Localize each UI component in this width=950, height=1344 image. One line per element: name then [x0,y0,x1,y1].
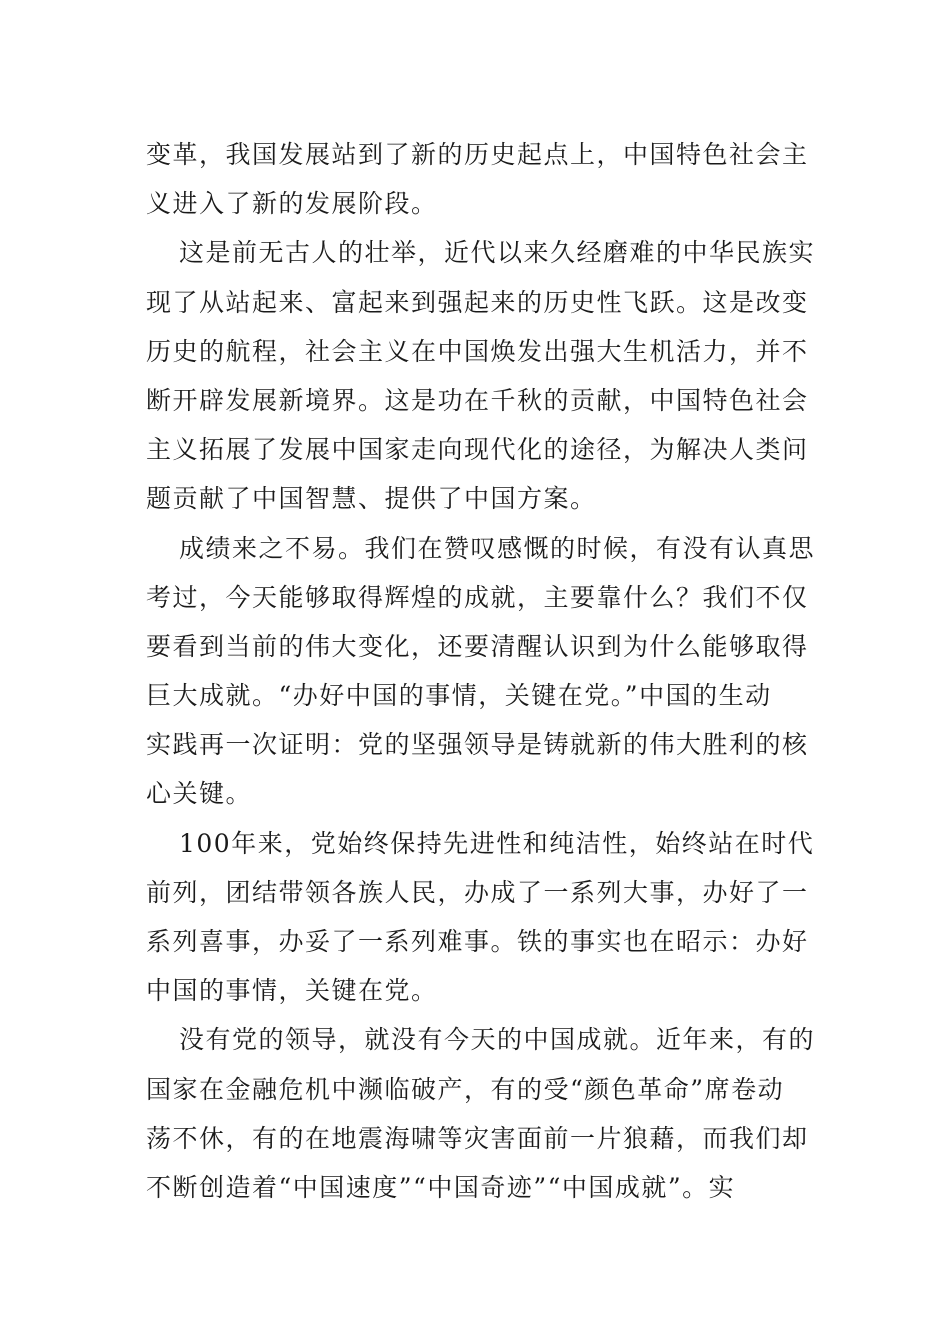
text-line: 巨大成就。“办好中国的事情，关键在党。”中国的生动 [146,681,772,711]
text-line: 要看到当前的伟大变化，还要清醒认识到为什么能够取得 [146,631,809,661]
text-line: 不断创造着“中国速度”“中国奇迹”“中国成就”。实 [146,1172,736,1202]
text-line: 考过，今天能够取得辉煌的成就，主要靠什么？我们不仅 [146,582,809,612]
text-line: 变革，我国发展站到了新的历史起点上，中国特色社会主 [146,140,809,169]
text-line: 国家在金融危机中濒临破产，有的受“颜色革命”席卷动 [146,1074,785,1104]
text-line: 义进入了新的发展阶段。 [146,189,438,219]
text-line: 系列喜事，办妥了一系列难事。铁的事实也在昭示：办好 [146,927,809,956]
text-line: 心关键。 [146,779,253,809]
text-line: 荡不休，有的在地震海啸等灾害面前一片狼藉，而我们却 [146,1123,809,1153]
text-line: 成绩来之不易。我们在赞叹感慨的时候，有没有认真思 [179,533,816,563]
text-line: 前列，团结带领各族人民，办成了一系列大事，办好了一 [146,877,809,907]
text-line: 100年来，党始终保持先进性和纯洁性，始终站在时代 [179,828,815,858]
text-line: 中国的事情，关键在党。 [146,976,438,1006]
text-line: 主义拓展了发展中国家走向现代化的途径，为解决人类问 [146,435,809,465]
text-line: 没有党的领导，就没有今天的中国成就。近年来，有的 [179,1025,816,1055]
text-line: 现了从站起来、富起来到强起来的历史性飞跃。这是改变 [146,287,809,317]
body-text [146,130,816,1212]
text-line: 这是前无古人的壮举，近代以来久经磨难的中华民族实 [179,238,816,268]
text-line: 断开辟发展新境界。这是功在千秋的贡献，中国特色社会 [146,385,809,415]
text-line: 历史的航程，社会主义在中国焕发出强大生机活力，并不 [146,336,809,366]
text-line: 题贡献了中国智慧、提供了中国方案。 [146,484,597,514]
text-line: 实践再一次证明：党的坚强领导是铸就新的伟大胜利的核 [146,730,809,760]
